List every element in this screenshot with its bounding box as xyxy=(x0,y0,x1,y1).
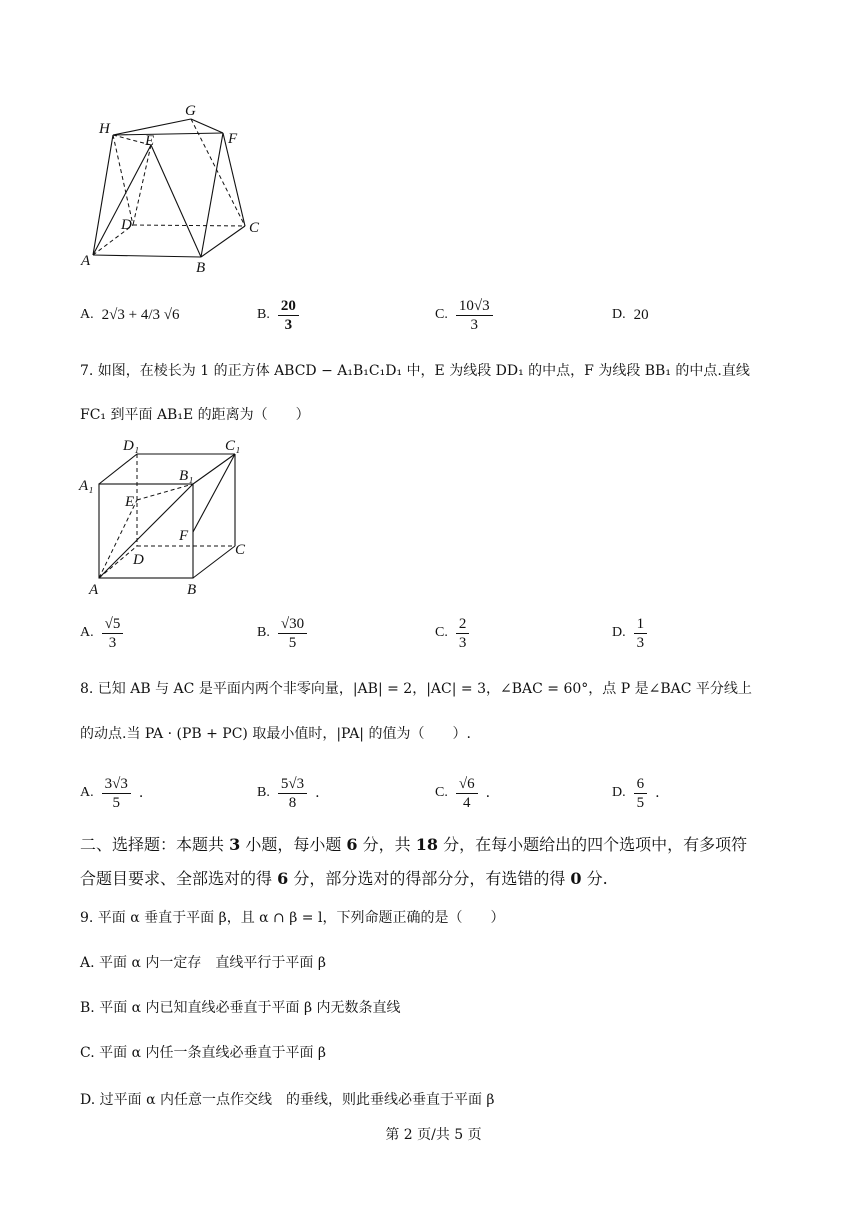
fig1-label-c: C xyxy=(249,220,260,236)
fig2-label-b: B xyxy=(187,582,197,598)
q9-option-a[interactable]: A. 平面 α 内一定存 直线平行于平面 β xyxy=(80,955,326,971)
q6-option-c[interactable]: C. $\frac{10√3}{3}$ xyxy=(435,292,493,338)
q8-stem-line1: 8. 已知 AB 与 AC 是平面内两个非零向量，|AB| = 2，|AC| = 3，∠BAC = 60°，点 P 是∠BAC 平分线上 xyxy=(80,681,752,697)
q9-option-d[interactable]: D. 过平面 α 内任意一点作交线 的垂线，则此垂线必垂直于平面 β xyxy=(80,1092,495,1108)
q6-option-a-value: 2√3 + 4/3 √6 xyxy=(101,306,180,323)
q7-stem-line1: 7. 如图，在棱长为 1 的正方体 ABCD − A₁B₁C₁D₁ 中，E 为线段 DD₁ 的中点，F 为线段 BB₁ 的中点.直线 xyxy=(80,363,750,379)
fig2-label-d1: D₁ xyxy=(123,438,140,454)
page-footer: 第 2 页/共 5 页 xyxy=(385,1127,482,1143)
fig2-label-a: A xyxy=(89,582,99,598)
fig2-label-c: C xyxy=(235,542,246,558)
q9-option-b[interactable]: B. 平面 α 内已知直线必垂直于平面 β 内无数条直线 xyxy=(80,1000,401,1016)
q6-option-a[interactable]: A. 2√3 + 4/3 √6 xyxy=(80,306,180,323)
fig1-label-a: A xyxy=(81,253,91,269)
q7-option-b[interactable]: B. $\frac{√30}{5}$ xyxy=(257,610,307,656)
fig2-label-f: F xyxy=(179,528,189,544)
q8-option-c[interactable]: C. $\frac{√6}{4}$ . xyxy=(435,775,491,811)
figure-polyhedron xyxy=(75,95,275,275)
section2-line2: 合题目要求、全部选对的得 6 分，部分选对的得部分分，有选错的得 0 分. xyxy=(80,869,608,888)
fig1-label-g: G xyxy=(185,103,196,119)
q7-option-d[interactable]: D. $\frac{1}{3}$ xyxy=(612,610,647,656)
q6-option-d[interactable]: D. 20 xyxy=(612,306,649,323)
fig1-label-h: H xyxy=(99,121,110,137)
q7-stem-line2: FC₁ 到平面 AB₁E 的距离为（ ） xyxy=(80,407,310,423)
fig1-label-e: E xyxy=(145,133,155,149)
q8-stem-line2: 的动点.当 PA · (PB + PC) 取最小值时，|PA| 的值为（ ）. xyxy=(80,726,471,742)
fig1-label-f: F xyxy=(228,131,238,147)
q6-option-c-fraction: $\frac{10√3}{3}$ xyxy=(456,297,493,334)
section2-line1: 二、选择题：本题共 3 小题，每小题 6 分，共 18 分，在每小题给出的四个选项中，有多项符 xyxy=(80,835,748,854)
fig2-label-d: D xyxy=(133,552,144,568)
fig1-label-d: D xyxy=(121,217,132,233)
fig2-label-a1: A₁ xyxy=(79,478,94,494)
q8-option-a[interactable]: A. $\frac{3√3}{5}$ . xyxy=(80,775,144,811)
fig1-label-b: B xyxy=(196,260,206,275)
q7-option-a[interactable]: A. $\frac{√5}{3}$ xyxy=(80,610,123,656)
figure-cube xyxy=(75,432,265,602)
fig2-label-b1: B₁ xyxy=(179,468,194,484)
q6-option-b-fraction: $\frac{20}{3}$ xyxy=(278,297,299,334)
q6-option-b[interactable]: B. $\frac{20}{3}$ xyxy=(257,292,299,338)
fig2-label-c1: C₁ xyxy=(225,438,241,454)
q7-option-c[interactable]: C. $\frac{2}{3}$ xyxy=(435,610,469,656)
fig2-label-e: E xyxy=(125,494,135,510)
q8-option-b[interactable]: B. $\frac{5√3}{8}$ . xyxy=(257,775,320,811)
q9-option-c[interactable]: C. 平面 α 内任一条直线必垂直于平面 β xyxy=(80,1045,327,1061)
q8-option-d[interactable]: D. $\frac{6}{5}$ . xyxy=(612,775,660,811)
q9-stem: 9. 平面 α 垂直于平面 β，且 α ∩ β = l，下列命题正确的是（ ） xyxy=(80,910,505,926)
